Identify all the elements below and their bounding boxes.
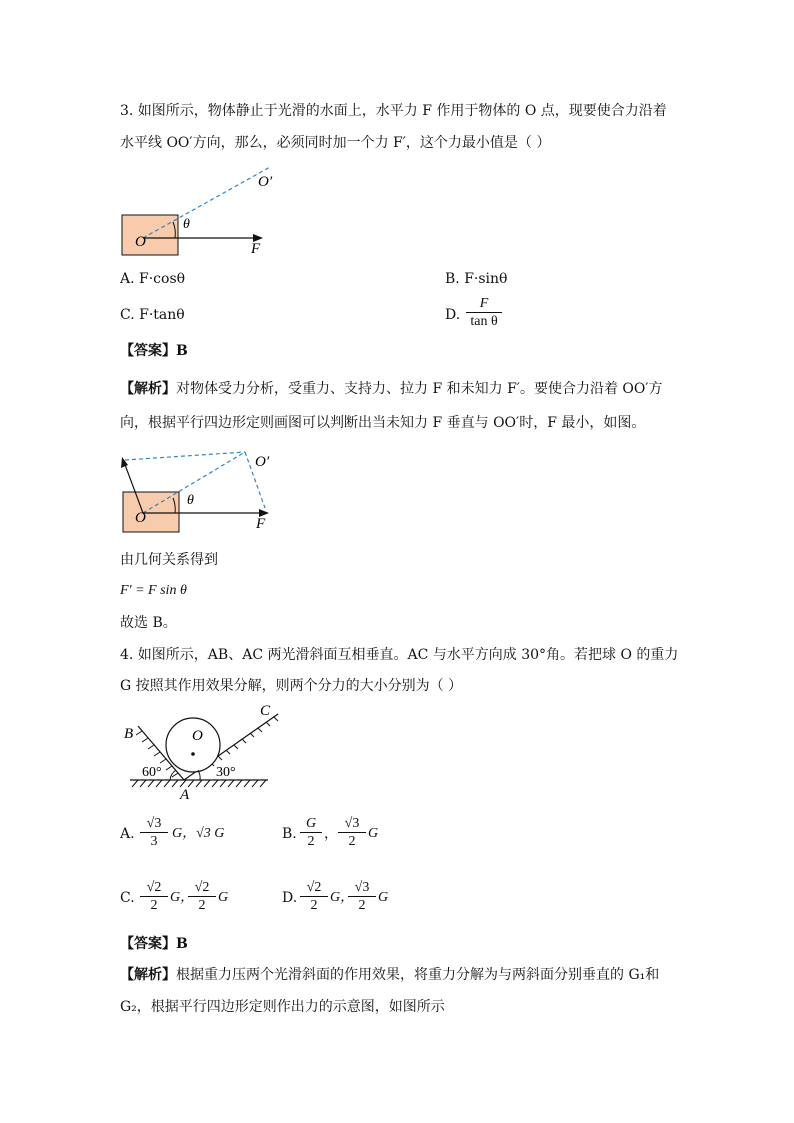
q4-option-d-mid: G， [330, 890, 355, 905]
q3-geometry-text: 由几何关系得到 [120, 552, 218, 568]
q4-figure [118, 700, 288, 802]
q3-option-d-fraction [466, 295, 502, 330]
q3-answer: 【答案】B [120, 343, 188, 359]
label-c: C [260, 703, 271, 719]
q3-figure [115, 160, 285, 260]
oo-prime-dashed-line [143, 452, 245, 513]
label-o-prime: O′ [255, 454, 270, 470]
ball-o [166, 718, 220, 772]
q3-conclusion: 故选 B。 [120, 615, 177, 631]
q4-option-d-label: D. [282, 890, 298, 906]
q3-option-d-label: D. [445, 307, 461, 323]
top-dashed-line [125, 452, 245, 460]
q4-option-d-fraction1 [300, 879, 328, 914]
q4-option-d-denominator1: 2 [310, 898, 318, 913]
q3-analysis-head: 【解析】 [120, 381, 176, 397]
q4-option-c-label: C. [120, 890, 135, 906]
q4-option-b-label: B. [282, 826, 297, 842]
q3-analysis-line2: 向，根据平行四边形定则画图可以判断出当未知力 F 垂直与 OO′时，F 最小，如图。 [120, 415, 646, 431]
q4-option-c-numerator1: √2 [140, 879, 168, 897]
label-f: F [251, 241, 261, 257]
label-theta: θ [183, 217, 190, 232]
q3-text-line2: 水平线 OO′方向，那么，必须同时加一个力 F′，这个力最小值是（ ） [120, 135, 551, 151]
label-30: 30° [216, 765, 236, 780]
q4-option-a-label: A. [120, 826, 135, 842]
ground-hatching [132, 780, 266, 787]
q3-analysis-text1: 对物体受力分析，受重力、支持力、拉力 F 和未知力 F′。要使合力沿着 OO′方 [176, 381, 663, 397]
label-60: 60° [142, 765, 162, 780]
q4-option-b-fraction2 [338, 815, 366, 850]
q3-option-d-numerator: F [466, 295, 502, 313]
q4-option-b-numerator2: √3 [338, 815, 366, 833]
label-b: B [124, 726, 134, 742]
q4-option-a-tail: G，√3 G [172, 826, 225, 841]
q4-option-d-fraction2 [348, 879, 376, 914]
q4-option-d-tail: G [378, 890, 389, 905]
object-box [122, 215, 178, 255]
q4-analysis-line2: G₂，根据平行四边形定则作出力的示意图，如图所示 [120, 999, 445, 1015]
q4-option-c-mid: G， [170, 890, 195, 905]
q3-analysis-line1 [120, 380, 663, 398]
q4-option-c-fraction1 [140, 879, 168, 914]
label-theta: θ [187, 493, 194, 508]
label-o: O [192, 728, 203, 744]
object-box [123, 492, 179, 532]
q4-option-b-tail: G [368, 826, 379, 841]
arrow-head-icon [121, 457, 128, 468]
q3-analysis-figure [115, 446, 285, 538]
q4-option-b-denominator1: 2 [307, 834, 315, 849]
oo-prime-dashed-line [143, 167, 270, 238]
q4-option-b-denominator2: 2 [348, 834, 356, 849]
ball-center-dot [191, 752, 195, 756]
q3-option-b: B. F·sinθ [445, 271, 508, 287]
q4-option-b-numerator1: G [300, 815, 322, 833]
q4-option-d-numerator2: √3 [348, 879, 376, 897]
q4-option-b-separator: ， [324, 826, 338, 842]
q4-analysis-head: 【解析】 [120, 967, 176, 983]
q4-option-c-tail: G [218, 890, 229, 905]
label-f: F [256, 516, 266, 532]
q3-formula: F′ = F sin θ [120, 583, 187, 598]
q4-option-b-fraction1 [300, 815, 322, 850]
q4-option-c-denominator1: 2 [150, 898, 158, 913]
q4-option-d-denominator2: 2 [358, 898, 366, 913]
q4-option-a-fraction [140, 815, 168, 850]
q3-option-d-denominator: tan θ [470, 314, 498, 329]
q4-option-a-denominator: 3 [150, 834, 158, 849]
q3-option-c: C. F·tanθ [120, 307, 185, 323]
q4-option-c-denominator2: 2 [198, 898, 206, 913]
q3-option-a: A. F·cosθ [120, 271, 186, 287]
label-o-prime: O′ [258, 174, 273, 190]
q4-text-line1: 4. 如图所示，AB、AC 两光滑斜面互相垂直。AC 与水平方向成 30°角。若把球 O 的重力 [120, 647, 679, 663]
label-o: O [135, 510, 146, 526]
q4-option-d-numerator1: √2 [300, 879, 328, 897]
q4-option-c-numerator2: √2 [188, 879, 216, 897]
q3-text-line1: 3. 如图所示，物体静止于光滑的水面上，水平力 F 作用于物体的 O 点，现要使合力沿着 [120, 103, 667, 119]
q4-analysis-text1: 根据重力压两个光滑斜面的作用效果，将重力分解为与两斜面分别垂直的 G₁和 [176, 967, 660, 983]
label-o: O [135, 234, 146, 250]
q4-answer: 【答案】B [120, 936, 188, 952]
q4-analysis-line1 [120, 966, 659, 984]
q4-text-line2: G 按照其作用效果分解，则两个分力的大小分别为（ ） [120, 678, 463, 694]
q4-option-a-numerator: √3 [140, 815, 168, 833]
label-a: A [180, 787, 190, 802]
q4-option-c-fraction2 [188, 879, 216, 914]
